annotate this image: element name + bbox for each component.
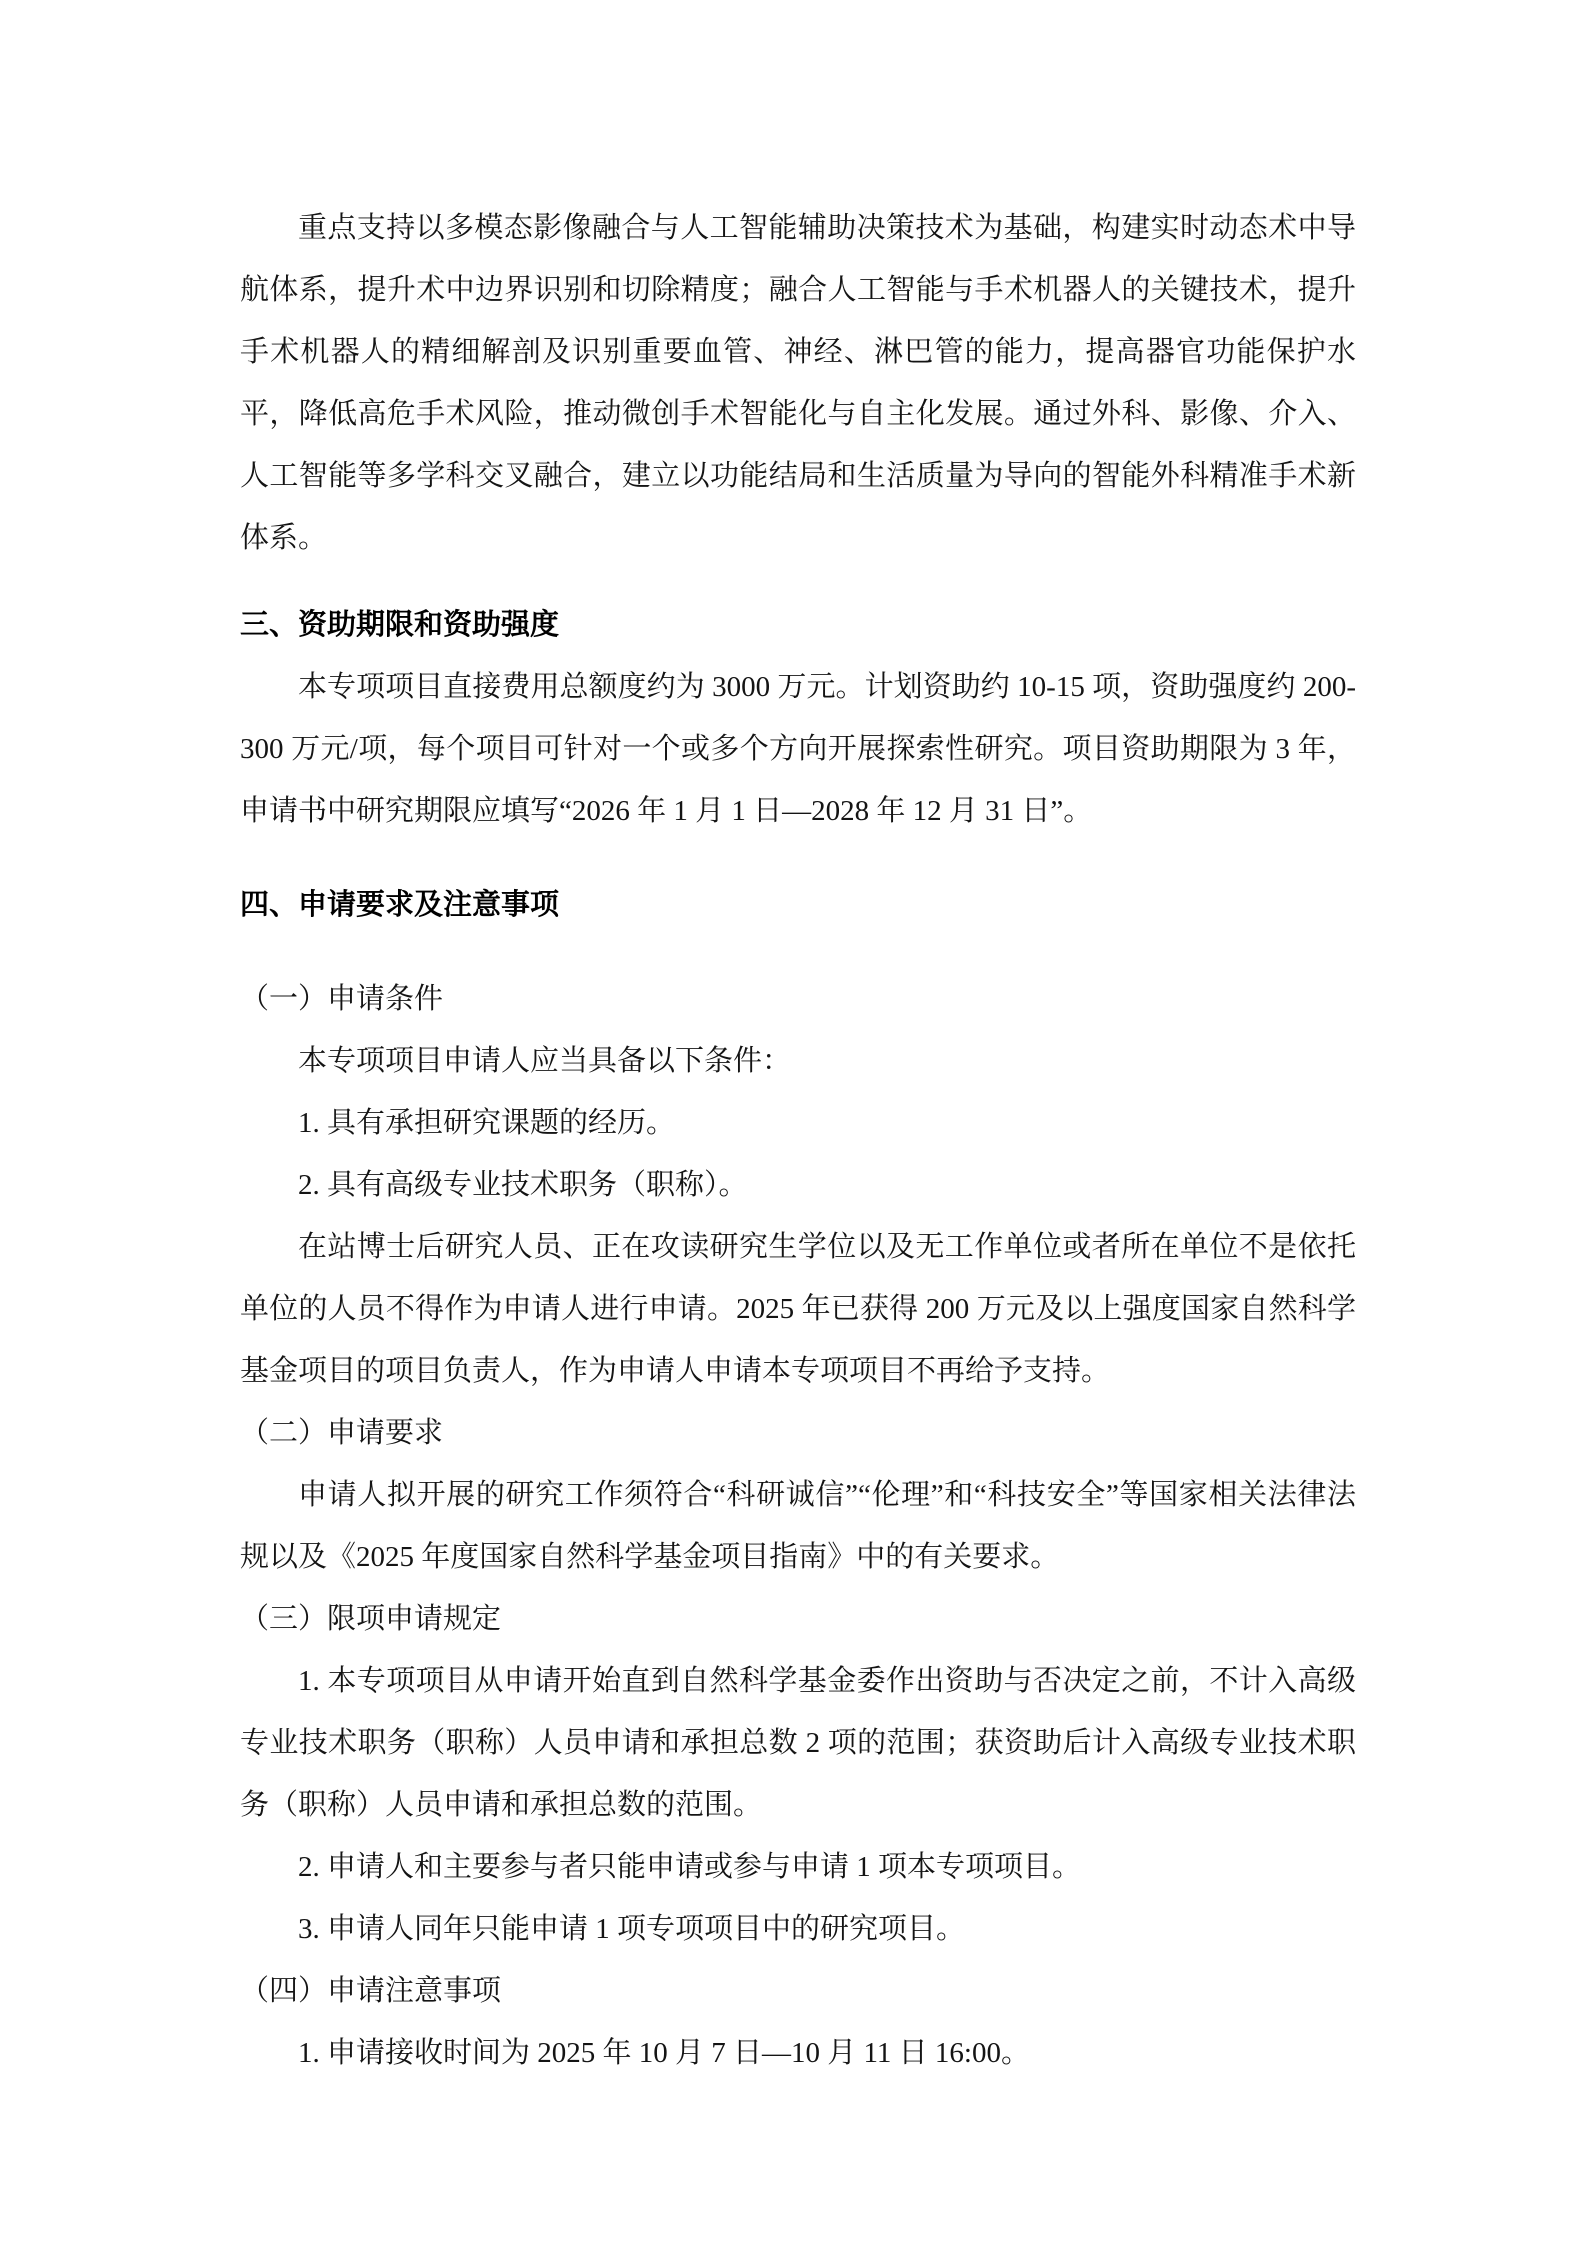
note-item-1: 1. 申请接收时间为 2025 年 10 月 7 日—10 月 11 日 16:00。 <box>298 2037 1030 2069</box>
limit-rule-3: 3. 申请人同年只能申请 1 项专项项目中的研究项目。 <box>298 1913 966 1945</box>
subheading-limit-rules: （三）限项申请规定 <box>240 1603 502 1635</box>
subheading-application-rules: （二）申请要求 <box>240 1417 444 1449</box>
document-content <box>240 197 1356 2084</box>
subheading-application-conditions: （一）申请条件 <box>240 983 444 1015</box>
eligibility-restriction-paragraph: 在站博士后研究人员、正在攻读研究生学位以及无工作单位或者所在单位不是依托单位的人员不得作为申请人进行申请。2025 年已获得 200 万元及以上强度国家自然科学基金项目的项目负责人，作为申请人申请本专项项目不再给予支持。 <box>240 1231 1356 1387</box>
condition-item-1: 1. 具有承担研究课题的经历。 <box>298 1107 676 1139</box>
conditions-intro-paragraph: 本专项项目申请人应当具备以下条件： <box>298 1045 792 1077</box>
overview-paragraph: 重点支持以多模态影像融合与人工智能辅助决策技术为基础，构建实时动态术中导航体系，提升术中边界识别和切除精度；融合人工智能与手术机器人的关键技术，提升手术机器人的精细解剖及识别重要血管、神经、淋巴管的能力，提高器官功能保护水平，降低高危手术风险，推动微创手术智能化与自主化发展。通过外科、影像、介入、人工智能等多学科交叉融合，建立以功能结局和生活质量为导向的智能外科精准手术新体系。 <box>240 212 1356 554</box>
limit-rule-1: 1. 本专项项目从申请开始直到自然科学基金委作出资助与否决定之前，不计入高级专业技术职务（职称）人员申请和承担总数 2 项的范围；获资助后计入高级专业技术职务（职称）人员申请和承担总数的范围。 <box>240 1665 1356 1821</box>
funding-details-paragraph: 本专项项目直接费用总额度约为 3000 万元。计划资助约 10-15 项，资助强度约 200-300 万元/项，每个项目可针对一个或多个方向开展探索性研究。项目资助期限为 3 年，申请书中研究期限应填写“2026 年 1 月 1 日—2028 年 12 月 31 日”。 <box>240 671 1356 827</box>
section-heading-funding-period: 三、资助期限和资助强度 <box>240 609 560 641</box>
research-compliance-paragraph: 申请人拟开展的研究工作须符合“科研诚信”“伦理”和“科技安全”等国家相关法律法规以及《2025 年度国家自然科学基金项目指南》中的有关要求。 <box>240 1479 1356 1573</box>
condition-item-2: 2. 具有高级专业技术职务（职称）。 <box>298 1169 748 1201</box>
section-heading-application-requirements: 四、申请要求及注意事项 <box>240 889 560 921</box>
subheading-application-notes: （四）申请注意事项 <box>240 1975 502 2007</box>
limit-rule-2: 2. 申请人和主要参与者只能申请或参与申请 1 项本专项项目。 <box>298 1851 1082 1883</box>
